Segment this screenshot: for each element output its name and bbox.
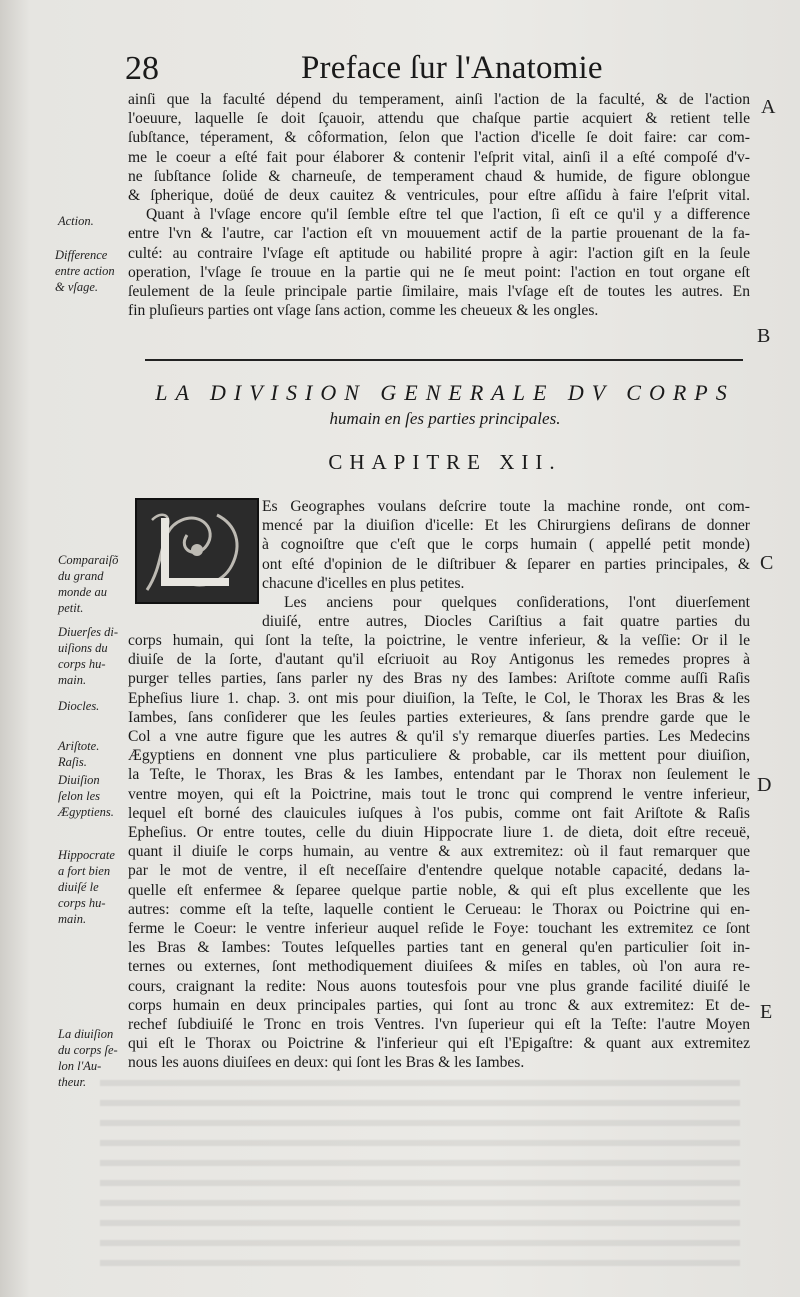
margin-note-diocles <box>58 698 99 714</box>
margin-line: a fort bien <box>58 864 111 878</box>
text-line: Epheſius liure 1. chap. 3. ont mis pour diuiſion, la Teſte, le Col, le Thorax les Bras & les <box>128 689 750 707</box>
section-letter-d: D <box>757 774 772 796</box>
ornament-icon <box>137 500 257 602</box>
text-line: les Bras & Iambes: Toutes leſquelles parties tant en general qu'en particulier ſoit in- <box>128 939 750 957</box>
text-line: corps humain en deux principales parties, qui ſont au tronc & aux extremitez: Et de- <box>128 996 750 1014</box>
margin-note-diuision-egypt <box>58 772 114 820</box>
margin-line: Difference <box>55 248 108 262</box>
margin-line: lon l'Au- <box>58 1059 102 1073</box>
margin-line: Comparaiſõ <box>58 553 119 567</box>
margin-line: Action. <box>58 214 94 228</box>
margin-note-auteur <box>58 1026 118 1090</box>
section-rule <box>145 359 743 361</box>
text-line: me le coeur a eſté fait pour élaborer & contenir l'eſprit vital, ainſi il a eſté compoſé d'v- <box>128 148 750 166</box>
margin-note-diuerses <box>58 624 118 688</box>
margin-line: ſelon les <box>58 789 101 803</box>
text-line: autres: comme eſt la teſte, laquelle contient le Cerueau: le Thorax ou Poictrine qui en- <box>128 900 750 918</box>
text-line: quant il diuiſe le corps humain, au ventre & aux extremitez: où il faut remarquer que <box>128 843 750 861</box>
section-letter-e: E <box>760 1001 773 1023</box>
section-letter-c: C <box>760 552 774 574</box>
margin-note-comparaison <box>58 552 118 616</box>
text-line: la Teſte, le Thorax, les Bras & les Iambes, entendant par le Thorax non ſeulement le <box>128 766 750 784</box>
text-line: à cognoiſtre que c'eſt que le corps humain ( appellé petit monde) <box>262 536 750 554</box>
margin-line: theur. <box>58 1075 87 1089</box>
margin-line: entre action <box>55 264 115 278</box>
margin-line: Diocles. <box>58 699 100 713</box>
page-number: 28 <box>125 50 159 87</box>
text-line: operation, l'vſage ſe trouue en la partie qui ne ſe meut point: l'action en tout organe eſt <box>128 263 750 281</box>
text-line: ont eſté d'opinion de le diſtribuer & ſeparer en parties principales, & <box>262 555 750 573</box>
margin-line: monde au <box>58 585 107 599</box>
text-line: Col a vne autre figure que les autres & qu'il s'y remarque diuerſes parties. Les Medecins <box>128 728 750 746</box>
margin-line: main. <box>58 673 87 687</box>
margin-note-aristote <box>58 738 99 770</box>
section-letter-a: A <box>761 96 776 118</box>
margin-line: Raſis. <box>58 755 87 769</box>
margin-line: uiſions du <box>58 641 108 655</box>
text-line: rechef ſubdiuiſé le Tronc en trois Ventres. l'vn ſuperieur qui eſt la Teſte: l'autre Moyen <box>128 1016 750 1034</box>
text-line: ventre moyen, qui eſt la Poictrine, mais tout le tronc qui comprend le ventre inferieur, <box>128 785 750 803</box>
text-line: & ſpherique, doüé de deux cauitez & ventricules, pour eſtre aſſidu à faire l'eſprit vital. <box>128 187 750 205</box>
text-line: Epheſius. Or entre toutes, celle du diuin Hippocrate liure 1. de dieta, doit eſtre receuë, <box>128 824 750 842</box>
margin-line: petit. <box>58 601 84 615</box>
margin-line: du grand <box>58 569 104 583</box>
bleed-through-text <box>100 1080 740 1280</box>
text-line: ainſi que la faculté dépend du temperament, ainſi l'action de la faculté, & de l'action <box>128 91 750 108</box>
text-line: Iambes, ſans conſiderer que les ſeules parties exterieures, & ſans prendre garde que le <box>128 708 750 726</box>
decorated-initial-L <box>135 498 259 604</box>
page-header <box>125 48 745 90</box>
text-line: qui eſt le Thorax ou Poictrine & l'inferieur qui eſt l'Epigaſtre: & quant aux extremitez <box>128 1035 750 1053</box>
division-title: LA DIVISION GENERALE DV CORPS <box>155 380 735 405</box>
margin-note-difference <box>55 247 115 295</box>
chapter-opening <box>262 497 750 631</box>
chapter-title: CHAPITRE XII. <box>328 450 562 474</box>
text-line: corps humain, qui ſont la teſte, la poictrine, le ventre inferieur, & la veſſie: Or il le <box>128 632 750 649</box>
text-line: fin pluſieurs parties ont vſage ſans action, comme les cheueux & les ongles. <box>128 302 599 320</box>
margin-line: diuiſé le <box>58 880 99 894</box>
text-line: purger telles parties, ſans parler ny des Bras ny des Iambes: Ariſtote comme auſſi Raſis <box>128 670 750 688</box>
text-line: ne ſubſtance ſolide & charneuſe, de temperament chaud & humide, de figure oblongue <box>128 167 750 185</box>
text-line: l'oeuure, laquelle ſe doit ſçauoir, attendu que chaſque partie acquiert & retient telle <box>128 110 750 128</box>
text-line: diuiſé, entre autres, Diocles Cariſtius a fait quatre parties du <box>262 613 750 631</box>
text-line: ferme le Coeur: le ventre inferieur auquel reſide le Foye: touchant les extremitez ce ſont <box>128 920 750 938</box>
margin-line: main. <box>58 912 87 926</box>
margin-line: corps hu- <box>58 657 106 671</box>
text-line: diuiſe de la ſorte, d'autant qu'il eſcriuoit au Roy Antigonus les remedes propres à <box>128 651 750 669</box>
text-line: Es Geographes voulans deſcrire toute la machine ronde, ont com- <box>262 498 750 515</box>
margin-line: Ægyptiens. <box>58 805 114 819</box>
text-line: quelle eſt enfermee & ſeparee quelque partie noble, & qui eſt plus excellente que les <box>128 881 750 899</box>
top-paragraph <box>128 90 750 320</box>
chapter-body <box>128 631 750 1073</box>
text-line: ſeulement de la ſeule principale partie ſimilaire, mais l'vſage eſt de toutes les autres. En <box>128 283 750 301</box>
margin-line: Hippocrate <box>58 848 115 862</box>
text-line: ſubſtance, téperament, & côformation, ſelon que l'action d'icelle ſe doit faire: car com- <box>128 129 750 147</box>
section-letter-b: B <box>757 325 771 347</box>
text-line: chacune d'icelles en plus petites. <box>262 574 465 592</box>
text-line: cours, craignant la redite: Nous auons toutesfois pour vne plus grande facilité diuiſé le <box>128 977 750 995</box>
text-line: Quant à l'vſage encore qu'il ſemble eſtre tel que l'action, ſi eſt ce qu'il y a difference <box>146 206 750 224</box>
text-line: Ægyptiens en donnent vne plus particuliere & probable, car ils mettent pour diuiſion, <box>128 747 750 765</box>
division-subtitle: humain en ſes parties principales. <box>329 409 561 428</box>
margin-line: & vſage. <box>55 280 99 294</box>
text-line: par le mot de ventre, il eſt neceſſaire d'entendre quelque notable capacité, dedans la- <box>128 862 750 880</box>
running-title: Preface ſur l'Anatomie <box>301 50 603 86</box>
text-line: nous les auons diuiſees en deux: qui ſont les Bras & les Iambes. <box>128 1054 525 1072</box>
margin-line: Ariſtote. <box>58 739 100 753</box>
text-line: mencé par la diuiſion d'icelle: Et les Chirurgiens deſirans de donner <box>262 517 750 535</box>
margin-line: du corps ſe- <box>58 1043 118 1057</box>
text-line: culté: au contraire l'vſage eſt aptitude ou habilité propre à agir: l'action giſt en la ſeule <box>128 244 750 262</box>
margin-line: Diuiſion <box>58 773 100 787</box>
margin-line: corps hu- <box>58 896 106 910</box>
text-line: Les anciens pour quelques conſiderations, l'ont diuerſement <box>284 594 750 612</box>
text-line: ternes ou externes, ſont methodiquement diuiſees & miſes en tables, où l'on aura re- <box>128 958 750 976</box>
text-line: entre l'vn & l'autre, car l'action eſt vn mouuement actif de la partie prouenant de la fa- <box>128 225 750 243</box>
margin-note-hippocrate <box>58 847 115 927</box>
margin-line: Diuerſes di- <box>58 625 119 639</box>
margin-note-action <box>58 213 94 229</box>
text-line: lequel eſt borné des clauicules iuſques à l'os pubis, comme ont fait Ariſtote & Raſis <box>128 804 750 822</box>
margin-line: La diuiſion <box>58 1027 114 1041</box>
